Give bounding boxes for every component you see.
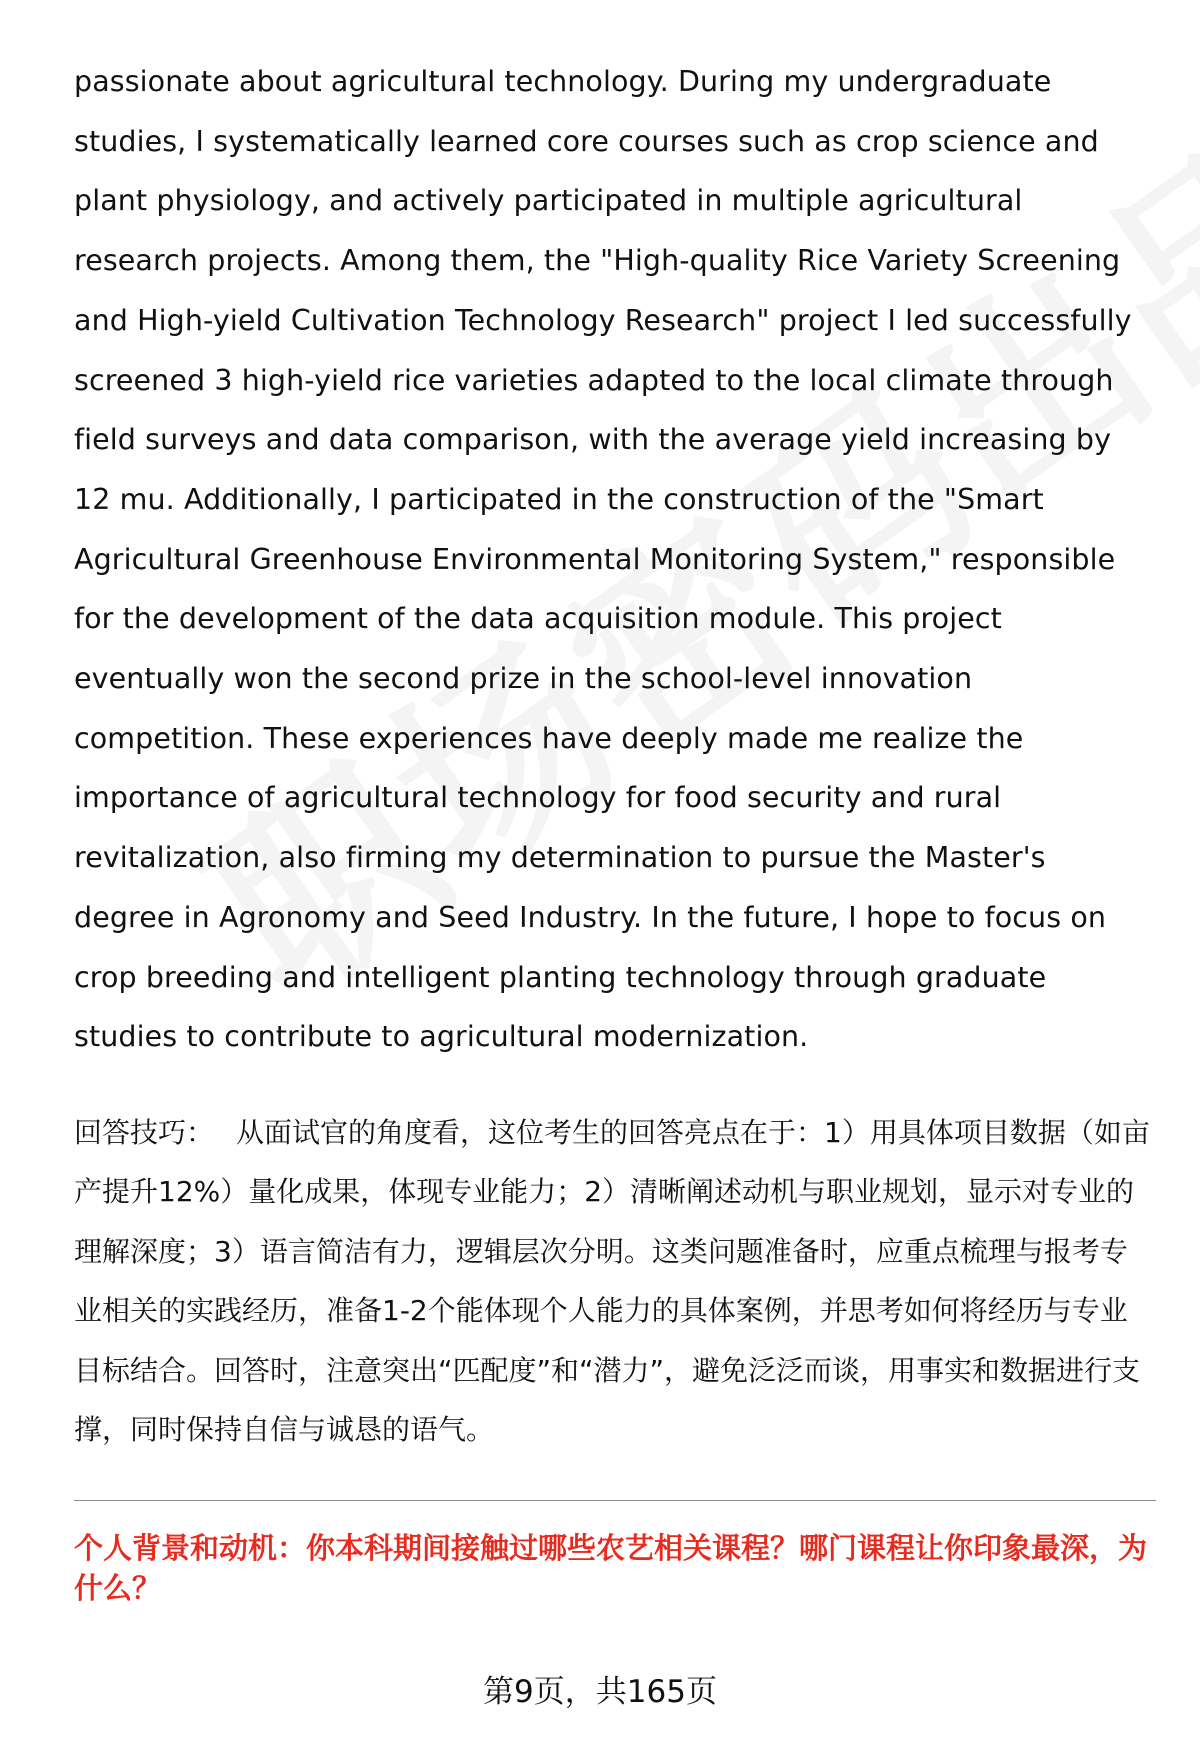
tips-label: 回答技巧： — [74, 1115, 215, 1149]
page-number-footer: 第9页，共165页 — [483, 1674, 717, 1710]
answer-tips-paragraph — [74, 1103, 1154, 1460]
tips-text: 从面试官的角度看，这位考生的回答亮点在于：1）用具体项目数据（如亩产提升12%）量化成果，体现专业能力；2）清晰阐述动机与职业规划，显示对专业的理解深度；3）语言简洁有力，逻辑层次分明。这类问题准备时，应重点梳理与报考专业相关的实践经历，准备1-2个能体现个人能力的具体案例，并思考如何将经历与专业目标结合。回答时，注意突出“匹配度”和“潜力”，避免泛泛而谈，用事实和数据进行支撑，同时保持自信与诚恳的语气。 — [74, 1115, 1150, 1447]
next-question-heading: 个人背景和动机：你本科期间接触过哪些农艺相关课程？哪门课程让你印象最深，为什么？ — [74, 1531, 1148, 1605]
answer-english-paragraph: passionate about agricultural technology. During my undergraduate studies, I systematically learned core courses such as crop science and plant physiology, and actively participated in multiple agricultural research projects. Among them, the "High-quality Rice Variety Screening and High-yield Cultivation Technology Research" project I led successfully screened 3 high-yield rice varieties adapted to the local climate through field surveys and data comparison, with the average yield increasing by 12 mu. Additionally, I participated in the construction of the "Smart Agricultural Greenhouse Environmental Monitoring System," responsible for the development of the data acquisition module. This project eventually won the second prize in the school-level innovation competition. These experiences have deeply made me realize the importance of agricultural technology for food security and rural revitalization, also firming my determination to pursue the Master's degree in Agronomy and Seed Industry. In the future, I hope to focus on crop breeding and intelligent planting technology through graduate studies to contribute to agricultural modernization. — [74, 65, 1132, 1054]
answer-content — [74, 52, 1154, 1460]
section-divider — [74, 1500, 1156, 1501]
